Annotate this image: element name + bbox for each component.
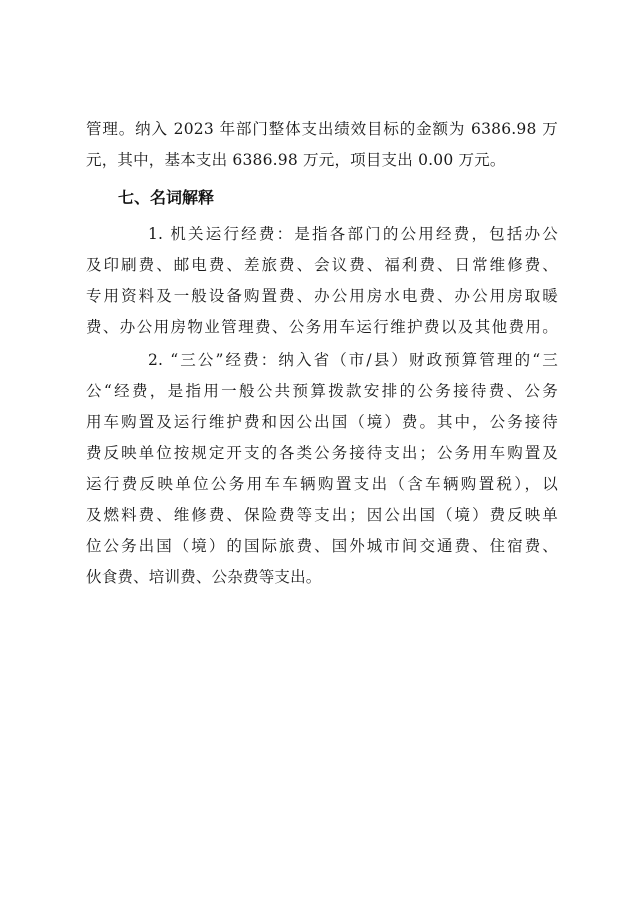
intro-paragraph — [86, 114, 558, 176]
text-line: 元，其中，基本支出 6386.98 万元，项目支出 0.00 万元。 — [86, 151, 506, 169]
text-line: 费、办公用房物业管理费、公务用车运行维护费以及其他费用。 — [86, 318, 558, 336]
text-line: 用车购置及运行维护费和因公出国（境）费。其中，公务接待 — [86, 413, 558, 431]
text-line: 1. 机关运行经费：是指各部门的公用经费，包括办公 — [148, 225, 558, 243]
text-line: 公“经费，是指用一般公共预算拨款安排的公务接待费、公务 — [86, 382, 558, 400]
text-line: 伙食费、培训费、公杂费等支出。 — [86, 568, 322, 586]
text-line: 位公务出国（境）的国际旅费、国外城市间交通费、住宿费、 — [86, 537, 558, 555]
text-line: 管理。纳入 2023 年部门整体支出绩效目标的金额为 6386.98 万 — [86, 120, 558, 138]
text-line: 专用资料及一般设备购置费、办公用房水电费、办公用房取暖 — [86, 287, 558, 305]
text-line: 及燃料费、维修费、保险费等支出；因公出国（境）费反映单 — [86, 506, 558, 524]
text-line: 2. “三公”经费：纳入省（市/县）财政预算管理的“三 — [148, 351, 558, 369]
text-line: 运行费反映单位公务用车车辆购置支出（含车辆购置税），以 — [86, 475, 558, 493]
text-line: 及印刷费、邮电费、差旅费、会议费、福利费、日常维修费、 — [86, 256, 558, 274]
definition-paragraph-2 — [86, 345, 558, 593]
text-line: 费反映单位按规定开支的各类公务接待支出；公务用车购置及 — [86, 444, 558, 462]
section-heading: 七、名词解释 — [118, 188, 215, 207]
definition-paragraph-1 — [86, 219, 558, 343]
